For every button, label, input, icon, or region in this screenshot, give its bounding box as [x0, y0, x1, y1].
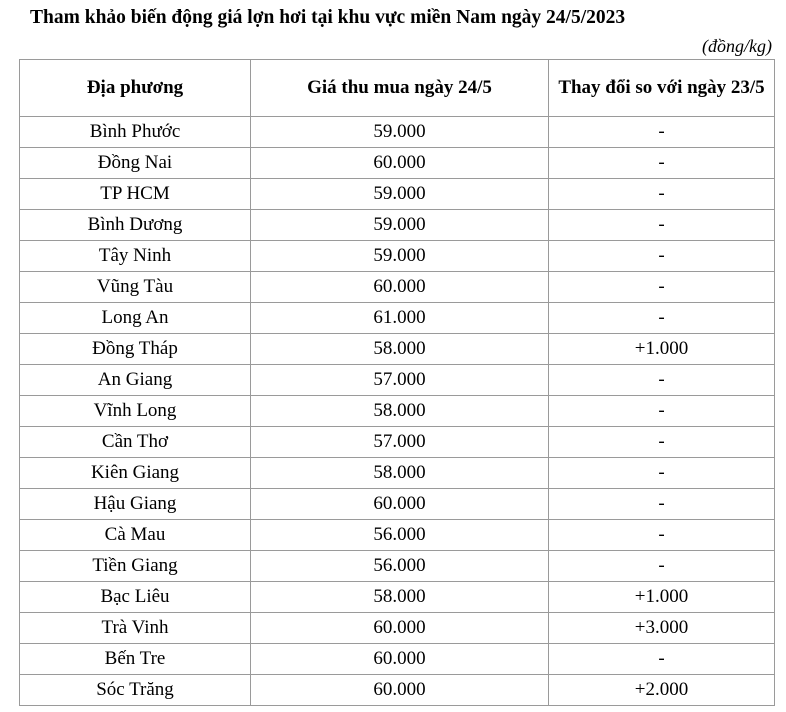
cell-price: 59.000 — [251, 241, 549, 272]
cell-price: 60.000 — [251, 613, 549, 644]
cell-price: 60.000 — [251, 644, 549, 675]
table-row — [20, 458, 775, 489]
table-row — [20, 365, 775, 396]
cell-change: +3.000 — [549, 613, 775, 644]
cell-locality: Bạc Liêu — [20, 582, 251, 613]
cell-price: 60.000 — [251, 148, 549, 179]
cell-price: 59.000 — [251, 179, 549, 210]
cell-price: 57.000 — [251, 365, 549, 396]
table-row — [20, 117, 775, 148]
cell-change: - — [549, 179, 775, 210]
cell-change: - — [549, 520, 775, 551]
cell-locality: Tiền Giang — [20, 551, 251, 582]
cell-change: - — [549, 272, 775, 303]
cell-change: - — [549, 644, 775, 675]
cell-locality: Bình Phước — [20, 117, 251, 148]
cell-price: 59.000 — [251, 117, 549, 148]
cell-change: - — [549, 365, 775, 396]
cell-change: - — [549, 489, 775, 520]
cell-price: 60.000 — [251, 675, 549, 706]
cell-locality: Sóc Trăng — [20, 675, 251, 706]
cell-locality: Tây Ninh — [20, 241, 251, 272]
table-row — [20, 210, 775, 241]
cell-price: 59.000 — [251, 210, 549, 241]
cell-locality: Cà Mau — [20, 520, 251, 551]
cell-change: - — [549, 117, 775, 148]
table-row — [20, 148, 775, 179]
cell-price: 60.000 — [251, 272, 549, 303]
unit-label: (đồng/kg) — [702, 36, 772, 56]
cell-change: +2.000 — [549, 675, 775, 706]
cell-change: - — [549, 241, 775, 272]
table-row — [20, 427, 775, 458]
table-row — [20, 551, 775, 582]
cell-locality: An Giang — [20, 365, 251, 396]
cell-locality: Kiên Giang — [20, 458, 251, 489]
cell-change: - — [549, 396, 775, 427]
cell-locality: Đồng Nai — [20, 148, 251, 179]
cell-change: +1.000 — [549, 582, 775, 613]
table-body — [20, 117, 775, 706]
cell-change: - — [549, 210, 775, 241]
cell-price: 56.000 — [251, 520, 549, 551]
cell-locality: Bến Tre — [20, 644, 251, 675]
cell-price: 57.000 — [251, 427, 549, 458]
cell-price: 61.000 — [251, 303, 549, 334]
header-purchase-price: Giá thu mua ngày 24/5 — [251, 60, 549, 117]
cell-price: 58.000 — [251, 458, 549, 489]
table-row — [20, 489, 775, 520]
cell-locality: Đồng Tháp — [20, 334, 251, 365]
cell-price: 56.000 — [251, 551, 549, 582]
cell-locality: Vũng Tàu — [20, 272, 251, 303]
cell-locality: Trà Vinh — [20, 613, 251, 644]
table-row — [20, 396, 775, 427]
table-row — [20, 644, 775, 675]
cell-change: - — [549, 303, 775, 334]
cell-change: - — [549, 551, 775, 582]
table-row — [20, 272, 775, 303]
cell-change: - — [549, 458, 775, 489]
table-row — [20, 241, 775, 272]
table-row — [20, 613, 775, 644]
table-header-row — [20, 60, 775, 117]
table-row — [20, 179, 775, 210]
cell-price: 58.000 — [251, 334, 549, 365]
table-row — [20, 520, 775, 551]
page-title: Tham khảo biến động giá lợn hơi tại khu vực miền Nam ngày 24/5/2023 — [30, 7, 626, 28]
cell-change: +1.000 — [549, 334, 775, 365]
cell-locality: Cần Thơ — [20, 427, 251, 458]
cell-price: 58.000 — [251, 582, 549, 613]
cell-price: 58.000 — [251, 396, 549, 427]
header-change: Thay đổi so với ngày 23/5 — [549, 60, 775, 117]
table-row — [20, 334, 775, 365]
cell-change: - — [549, 427, 775, 458]
cell-locality: Long An — [20, 303, 251, 334]
cell-locality: Hậu Giang — [20, 489, 251, 520]
table-row — [20, 582, 775, 613]
price-table — [19, 59, 775, 706]
cell-locality: Bình Dương — [20, 210, 251, 241]
header-locality: Địa phương — [20, 60, 251, 117]
cell-locality: Vĩnh Long — [20, 396, 251, 427]
table-row — [20, 303, 775, 334]
cell-price: 60.000 — [251, 489, 549, 520]
cell-locality: TP HCM — [20, 179, 251, 210]
table-row — [20, 675, 775, 706]
cell-change: - — [549, 148, 775, 179]
